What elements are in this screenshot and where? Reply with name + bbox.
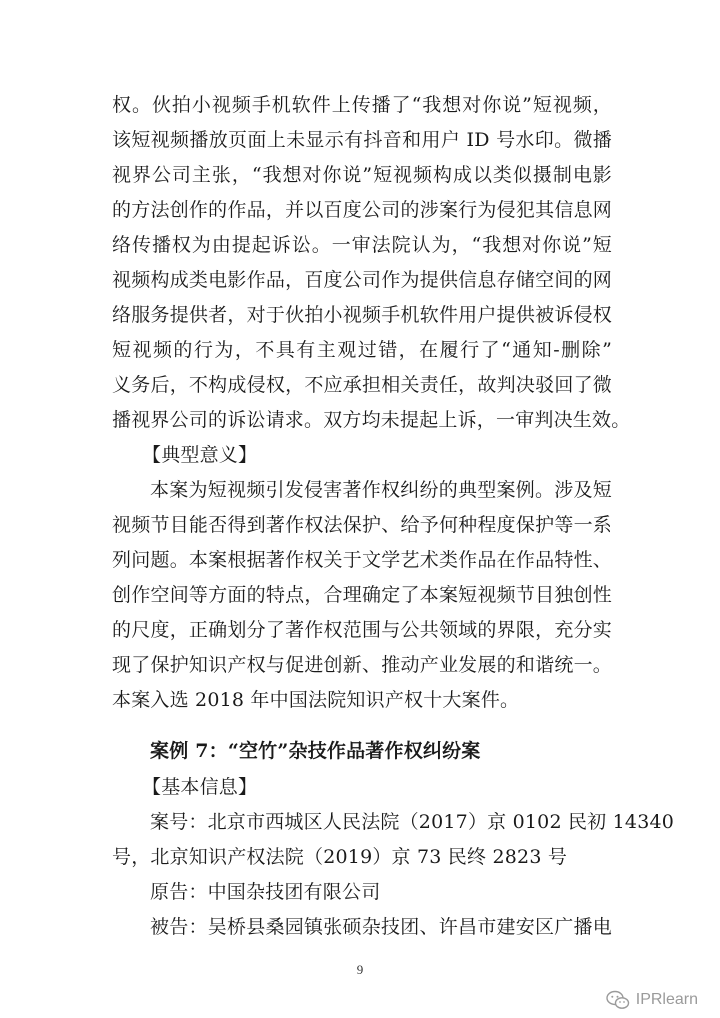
paragraph-line: 创作空间等方面的特点，合理确定了本案短视频节目独创性 [112, 584, 612, 606]
case-number-line: 案号：北京市西城区人民法院（2017）京 0102 民初 14340 [150, 811, 675, 833]
page-number: 9 [356, 962, 364, 977]
paragraph-line: 播视界公司的诉讼请求。双方均未提起上诉，一审判决生效。 [112, 409, 631, 431]
watermark-text: IPRlearn [635, 991, 698, 1008]
paragraph-line: 络服务提供者，对于伙拍小视频手机软件用户提供被诉侵权 [112, 304, 612, 326]
case-number-line: 号，北京知识产权法院（2019）京 73 民终 2823 号 [112, 846, 568, 868]
paragraph-line: 本案为短视频引发侵害著作权纠纷的典型案例。涉及短 [150, 479, 612, 501]
paragraph-line: 列问题。本案根据著作权关于文学艺术类作品在作品特性、 [112, 549, 612, 571]
paragraph-line: 短视频的行为，不具有主观过错，在履行了“通知-删除” [112, 339, 612, 361]
watermark [606, 990, 698, 1010]
paragraph-line: 视界公司主张，“我想对你说”短视频构成以类似摄制电影 [112, 164, 612, 186]
section-heading-significance: 【典型意义】 [142, 444, 258, 466]
paragraph-line: 络传播权为由提起诉讼。一审法院认为，“我想对你说”短 [112, 234, 612, 256]
paragraph-line: 的方法创作的作品，并以百度公司的涉案行为侵犯其信息网 [112, 199, 612, 221]
paragraph-line: 视频构成类电影作品，百度公司作为提供信息存储空间的网 [112, 269, 612, 291]
paragraph-line: 视频节目能否得到著作权法保护、给予何种程度保护等一系 [112, 514, 612, 536]
paragraph-line: 权。伙拍小视频手机软件上传播了“我想对你说”短视频， [112, 94, 612, 116]
wechat-icon [606, 990, 630, 1010]
plaintiff-line: 原告：中国杂技团有限公司 [150, 881, 381, 903]
paragraph-line: 该短视频播放页面上未显示有抖音和用户 ID 号水印。微播 [112, 129, 612, 151]
case-heading: 案例 7：“空竹”杂技作品著作权纠纷案 [150, 740, 481, 762]
paragraph-line: 本案入选 2018 年中国法院知识产权十大案件。 [112, 689, 520, 711]
paragraph-line: 现了保护知识产权与促进创新、推动产业发展的和谐统一。 [112, 654, 612, 676]
defendant-line: 被告：吴桥县桑园镇张硕杂技团、许昌市建安区广播电 [150, 916, 612, 938]
section-heading-basic-info: 【基本信息】 [142, 776, 258, 798]
paragraph-line: 义务后，不构成侵权，不应承担相关责任，故判决驳回了微 [112, 374, 612, 396]
paragraph-line: 的尺度，正确划分了著作权范围与公共领域的界限，充分实 [112, 619, 612, 641]
